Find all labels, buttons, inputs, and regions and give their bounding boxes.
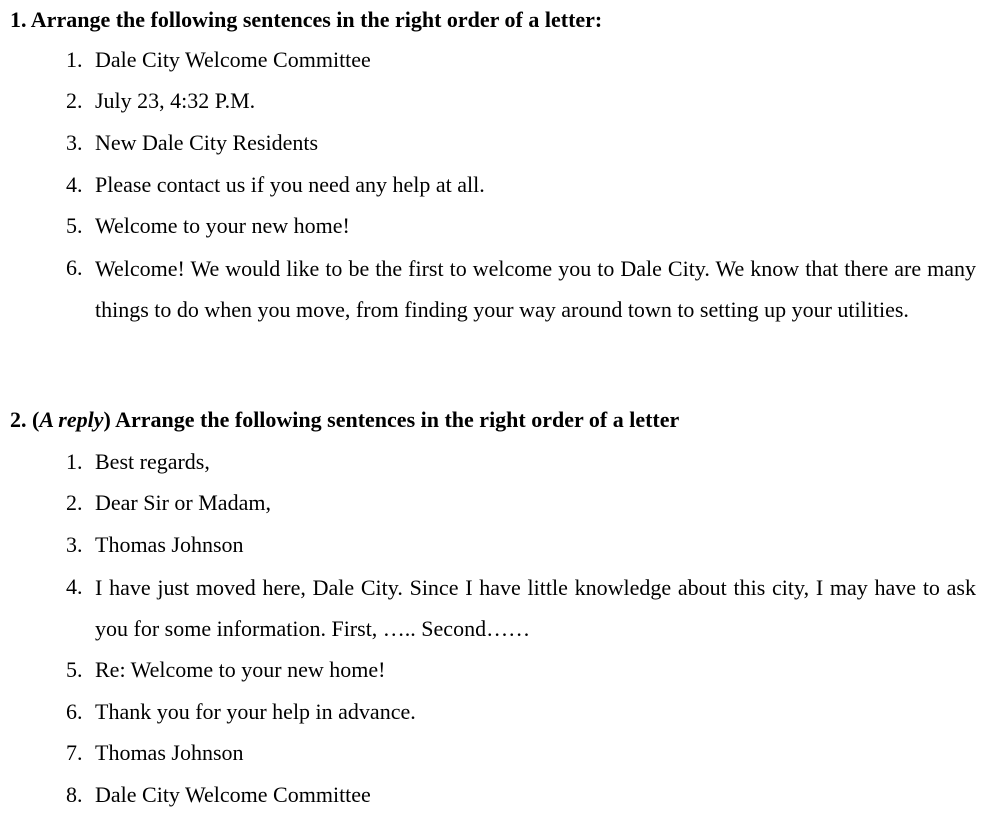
list-item-number: 1. bbox=[66, 449, 83, 474]
list-item-number: 6. bbox=[66, 699, 83, 724]
section-2-title-open: ( bbox=[32, 407, 40, 432]
list-item-text: Thank you for your help in advance. bbox=[95, 699, 416, 724]
list-item-text: Dale City Welcome Committee bbox=[95, 782, 371, 807]
section-2-title-close: ) bbox=[103, 407, 111, 432]
list-item-number: 2. bbox=[66, 88, 83, 113]
section-2-heading bbox=[10, 407, 679, 433]
list-item-text: New Dale City Residents bbox=[95, 130, 319, 155]
list-item-text: Best regards, bbox=[95, 449, 210, 474]
list-item-text: Thomas Johnson bbox=[95, 740, 244, 765]
section-1-title: Arrange the following sentences in the right order of a letter: bbox=[30, 7, 603, 32]
section-2-number: 2. bbox=[10, 407, 27, 432]
list-item-number: 3. bbox=[66, 532, 83, 557]
list-item-number: 7. bbox=[66, 740, 83, 765]
list-item-text: Welcome! We would like to be the first to welcome you to Dale City. We know that there are many things to do when you move, from finding your way around town to setting up your utilities. bbox=[95, 255, 976, 323]
list-item-number: 4. bbox=[66, 574, 83, 599]
section-1-number: 1. bbox=[10, 7, 27, 32]
list-item-text: Dear Sir or Madam, bbox=[95, 490, 271, 515]
list-item-number: 5. bbox=[66, 213, 83, 238]
section-1-heading bbox=[10, 7, 602, 33]
list-item-text: Welcome to your new home! bbox=[95, 213, 350, 238]
list-item-number: 4. bbox=[66, 172, 83, 197]
list-item-text: Re: Welcome to your new home! bbox=[95, 657, 386, 682]
section-2-title: Arrange the following sentences in the right order of a letter bbox=[115, 407, 680, 432]
list-item-number: 6. bbox=[66, 255, 83, 280]
list-item-text: I have just moved here, Dale City. Since I have little knowledge about this city, I may have to ask you for some information. First, ….. Second…… bbox=[95, 574, 976, 642]
list-item-number: 2. bbox=[66, 490, 83, 515]
list-item-text: Dale City Welcome Committee bbox=[95, 47, 371, 72]
list-item-number: 8. bbox=[66, 782, 83, 807]
list-item-text: Thomas Johnson bbox=[95, 532, 244, 557]
list-item-text: Please contact us if you need any help at all. bbox=[95, 172, 485, 197]
list-item-number: 5. bbox=[66, 657, 83, 682]
list-item-number: 1. bbox=[66, 47, 83, 72]
list-item-number: 3. bbox=[66, 130, 83, 155]
section-2-title-emphasis: A reply bbox=[39, 407, 104, 432]
list-item-text: July 23, 4:32 P.M. bbox=[95, 88, 256, 113]
